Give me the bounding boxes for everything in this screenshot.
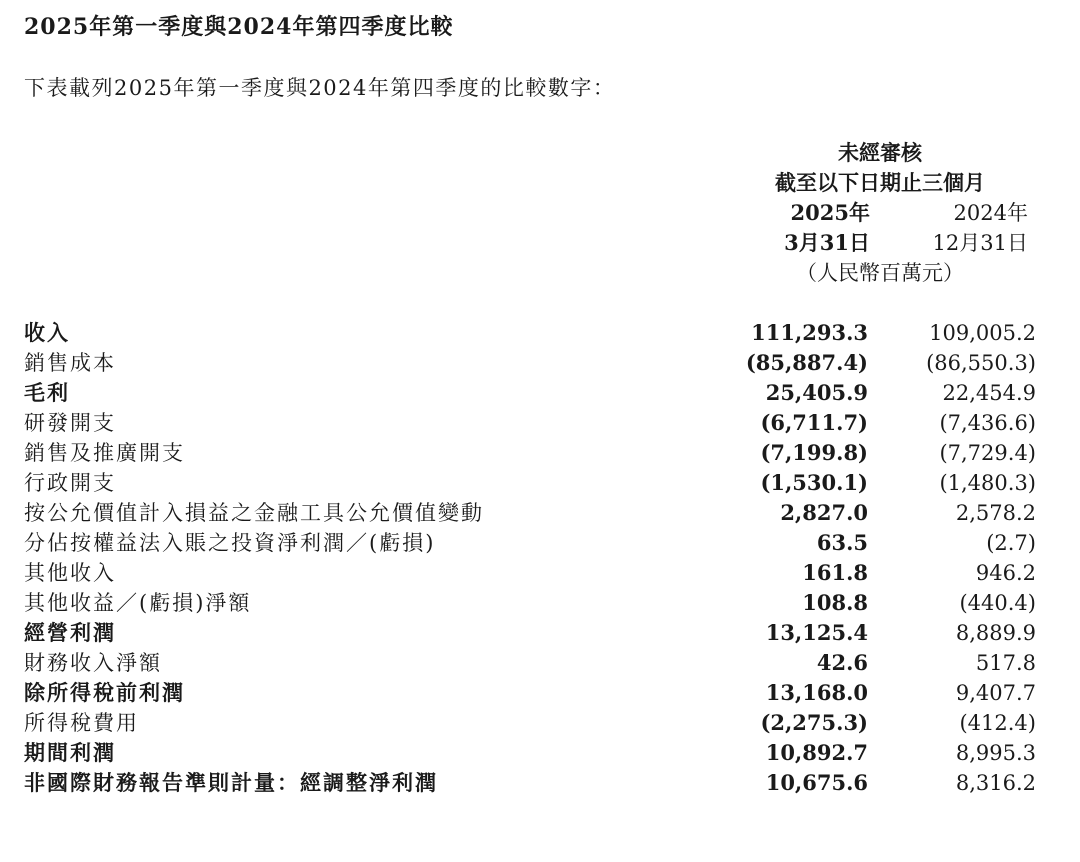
value-2024-q4: 22,454.9: [942, 381, 1036, 405]
value-2024-q4: 2,578.2: [955, 501, 1036, 525]
value-2024-q4: (86,550.3): [926, 351, 1036, 375]
row-label: 所得稅費用: [24, 711, 139, 735]
value-2024-q4: 517.8: [975, 651, 1036, 675]
table-row: [0, 618, 1080, 648]
value-2025-q1: 25,405.9: [765, 380, 868, 405]
value-2024-q4: (7,729.4): [939, 441, 1036, 465]
row-label: 非國際財務報告準則計量：經調整淨利潤: [24, 770, 438, 795]
value-2024-q4: 9,407.7: [955, 681, 1036, 705]
table-row: [0, 768, 1080, 798]
table-row: [0, 528, 1080, 558]
table-row: [0, 648, 1080, 678]
table-row: [0, 708, 1080, 738]
value-2025-q1: 13,168.0: [765, 680, 868, 705]
value-2025-q1: 2,827.0: [780, 500, 868, 525]
row-label: 銷售及推廣開支: [24, 441, 185, 465]
row-label: 其他收入: [24, 561, 116, 585]
value-2025-q1: 10,675.6: [765, 770, 868, 795]
value-2024-q4: (1,480.3): [939, 471, 1036, 495]
value-2025-q1: (7,199.8): [760, 440, 868, 465]
value-2025-q1: (6,711.7): [760, 410, 868, 435]
row-label: 銷售成本: [24, 351, 116, 375]
table-row: [0, 318, 1080, 348]
col2-year: 2024年: [953, 201, 1028, 225]
value-2025-q1: 111,293.3: [751, 320, 868, 345]
table-row: [0, 738, 1080, 768]
value-2025-q1: 42.6: [816, 650, 868, 675]
value-2024-q4: (440.4): [959, 591, 1036, 615]
value-2025-q1: (2,275.3): [760, 710, 868, 735]
row-label: 分佔按權益法入賬之投資淨利潤／(虧損): [24, 531, 436, 555]
row-label: 行政開支: [24, 471, 116, 495]
value-2025-q1: 161.8: [802, 560, 868, 585]
value-2025-q1: (85,887.4): [745, 350, 868, 375]
value-2024-q4: (2.7): [986, 531, 1036, 555]
value-2024-q4: 8,995.3: [955, 741, 1036, 765]
table-row: [0, 678, 1080, 708]
col1-year: 2025年: [790, 200, 870, 225]
row-label: 收入: [24, 320, 70, 345]
unit-label: （人民幣百萬元）: [796, 261, 964, 285]
table-row: [0, 408, 1080, 438]
row-label: 按公允價值計入損益之金融工具公允價值變動: [24, 501, 484, 525]
table-row: [0, 558, 1080, 588]
value-2024-q4: 8,889.9: [955, 621, 1036, 645]
value-2024-q4: 8,316.2: [955, 771, 1036, 795]
value-2024-q4: (412.4): [959, 711, 1036, 735]
value-2024-q4: 946.2: [975, 561, 1036, 585]
value-2024-q4: (7,436.6): [939, 411, 1036, 435]
value-2024-q4: 109,005.2: [929, 321, 1036, 345]
value-2025-q1: 108.8: [802, 590, 868, 615]
row-label: 期間利潤: [24, 740, 116, 765]
unaudited-label: 未經審核: [838, 140, 922, 165]
section-heading: 2025年第一季度與2024年第四季度比較: [24, 14, 454, 40]
table-row: [0, 468, 1080, 498]
row-label: 其他收益／(虧損)淨額: [24, 591, 252, 615]
row-label: 研發開支: [24, 411, 116, 435]
row-label: 財務收入淨額: [24, 651, 162, 675]
table-row: [0, 378, 1080, 408]
table-row: [0, 588, 1080, 618]
value-2025-q1: (1,530.1): [760, 470, 868, 495]
table-row: [0, 438, 1080, 468]
col2-date: 12月31日: [932, 231, 1028, 255]
table-row: [0, 498, 1080, 528]
value-2025-q1: 13,125.4: [765, 620, 868, 645]
income-table: [0, 318, 1080, 798]
row-label: 經營利潤: [24, 620, 116, 645]
table-row: [0, 348, 1080, 378]
col1-date: 3月31日: [784, 230, 870, 255]
row-label: 毛利: [24, 380, 70, 405]
row-label: 除所得稅前利潤: [24, 680, 185, 705]
value-2025-q1: 10,892.7: [765, 740, 868, 765]
value-2025-q1: 63.5: [816, 530, 868, 555]
intro-text: 下表載列2025年第一季度與2024年第四季度的比較數字：: [24, 76, 616, 100]
period-label: 截至以下日期止三個月: [775, 170, 985, 195]
